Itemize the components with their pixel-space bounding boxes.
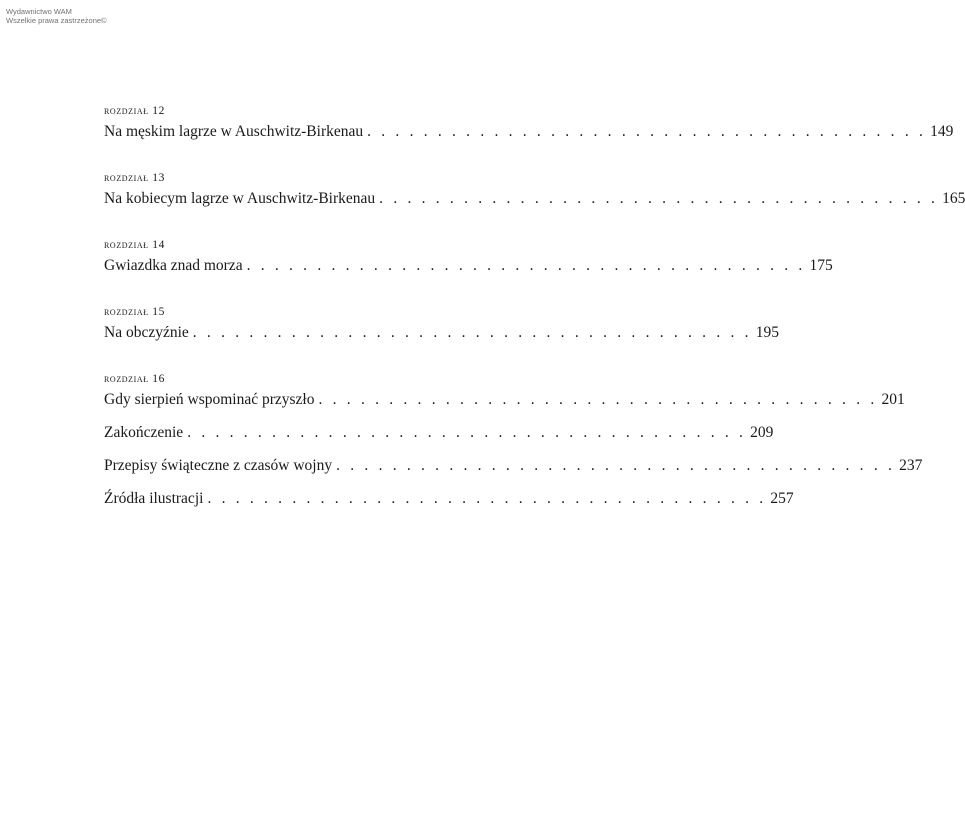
entry-title: Na męskim lagrze w Auschwitz-Birkenau [104, 123, 364, 140]
dot-leader: . . . . . . . . . . . . . . . . . . . . . . . . . . . . . . . . . . . . . . . . [187, 424, 747, 441]
dot-leader: . . . . . . . . . . . . . . . . . . . . . . . . . . . . . . . . . . . . . . . . [379, 190, 939, 207]
toc-group-chapter-16 [104, 372, 905, 409]
toc-group-recipes [104, 456, 923, 475]
toc-entry[interactable] [104, 423, 774, 442]
toc-entry[interactable] [104, 323, 779, 342]
entry-title: Gdy sierpień wspominać przyszło [104, 391, 315, 408]
page-number: 201 [881, 391, 905, 408]
toc-group-chapter-14 [104, 238, 833, 275]
toc-entry[interactable] [104, 122, 954, 141]
page-number: 209 [750, 424, 774, 441]
toc-group-chapter-13 [104, 171, 965, 208]
chapter-label: rozdział 16 [104, 373, 165, 385]
entry-title: Na obczyźnie [104, 324, 189, 341]
dot-leader: . . . . . . . . . . . . . . . . . . . . . . . . . . . . . . . . . . . . . . . . [318, 391, 878, 408]
entry-title: Źródła ilustracji [104, 490, 204, 507]
dot-leader: . . . . . . . . . . . . . . . . . . . . . . . . . . . . . . . . . . . . . . . . [192, 324, 752, 341]
toc-entry[interactable] [104, 489, 794, 508]
chapter-label: rozdział 12 [104, 105, 165, 117]
entry-title: Gwiazdka znad morza [104, 257, 243, 274]
watermark-copyright: Wszelkie prawa zastrzeżone© [6, 16, 107, 25]
toc-group-illustration-sources [104, 489, 794, 508]
page-number: 237 [899, 457, 923, 474]
chapter-label: rozdział 13 [104, 172, 165, 184]
watermark-publisher: Wydawnictwo WAM [6, 7, 72, 16]
page-number: 149 [930, 123, 954, 140]
table-of-contents [104, 104, 965, 522]
toc-group-conclusion [104, 423, 774, 442]
toc-group-chapter-15 [104, 305, 779, 342]
entry-title: Na kobiecym lagrze w Auschwitz-Birkenau [104, 190, 376, 207]
dot-leader: . . . . . . . . . . . . . . . . . . . . . . . . . . . . . . . . . . . . . . . . [367, 123, 927, 140]
toc-entry[interactable] [104, 189, 965, 208]
chapter-label: rozdział 14 [104, 239, 165, 251]
page-number: 165 [942, 190, 965, 207]
dot-leader: . . . . . . . . . . . . . . . . . . . . . . . . . . . . . . . . . . . . . . . . [246, 257, 806, 274]
entry-title: Przepisy świąteczne z czasów wojny [104, 457, 333, 474]
entry-title: Zakończenie [104, 424, 184, 441]
page-number: 175 [809, 257, 833, 274]
toc-entry[interactable] [104, 456, 923, 475]
dot-leader: . . . . . . . . . . . . . . . . . . . . . . . . . . . . . . . . . . . . . . . . [336, 457, 896, 474]
toc-group-chapter-12 [104, 104, 954, 141]
dot-leader: . . . . . . . . . . . . . . . . . . . . . . . . . . . . . . . . . . . . . . . . [207, 490, 767, 507]
toc-entry[interactable] [104, 256, 833, 275]
chapter-label: rozdział 15 [104, 306, 165, 318]
page-number: 257 [770, 490, 794, 507]
publisher-watermark [6, 7, 107, 25]
toc-entry[interactable] [104, 390, 905, 409]
page-number: 195 [755, 324, 779, 341]
